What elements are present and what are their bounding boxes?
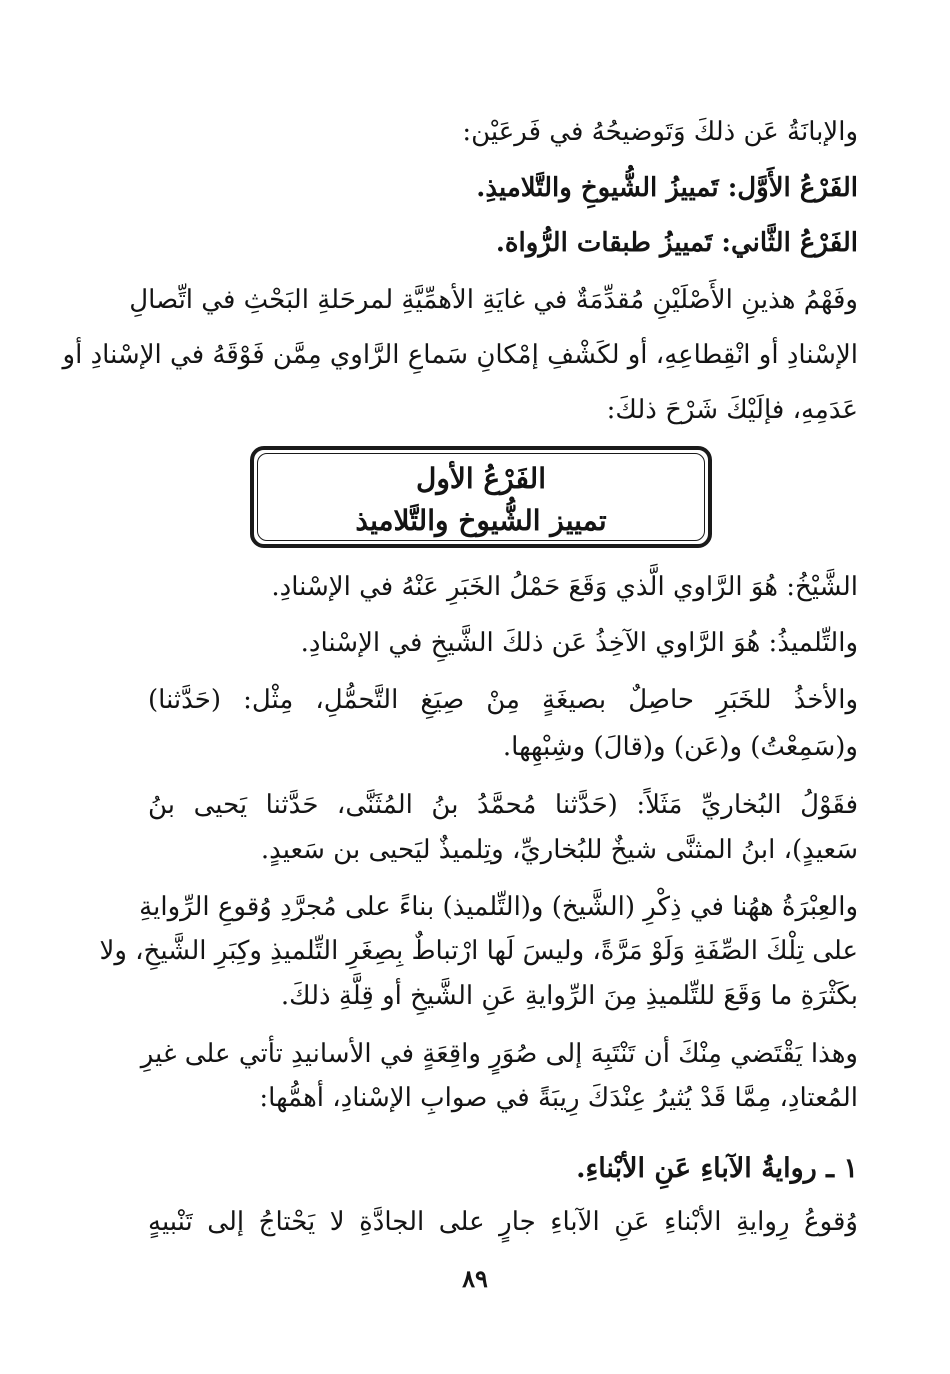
paragraph-line: فقَوْلُ البُخاريِّ مَثَلاً: (حَدَّثنا مُحمَّدُ بنُ المُثَنَّى، حَدَّثنا يَحيى بنُ bbox=[148, 790, 858, 820]
intro-line: والإبانَةُ عَن ذلكَ وَتَوضيحُهُ في فَرعَيْن: bbox=[462, 117, 858, 147]
branch-first: الفَرْعُ الأَوَّل: تَمييزُ الشُّيوخِ والتَّلاميذِ. bbox=[476, 173, 858, 203]
paragraph-line: على تِلْكَ الصِّفَةِ وَلَوْ مَرَّةً، وليسَ لَها ارْتباطٌ بِصِغَرِ التِّلميذِ وكِبَرِ الشَّيخِ، ولا bbox=[99, 936, 858, 966]
paragraph-line: والعِبْرَةُ ههُنا في ذِكْرِ (الشَّيخ) و(التِّلميذ) بناءً على مُجرَّدِ وُقوعِ الرِّوايةِ bbox=[139, 892, 858, 922]
page-number: ٨٩ bbox=[462, 1264, 488, 1293]
section-title: ١ ـ روايةُ الآباءِ عَنِ الأبْناءِ. bbox=[576, 1153, 858, 1184]
branch-second: الفَرْعُ الثَّاني: تَمييزُ طبقات الرُّواة. bbox=[495, 228, 858, 258]
paragraph-line: وفَهْمُ هذينِ الأَصْلَيْنِ مُقدِّمَةٌ في غايَةِ الأهمِّيَّةِ لمرحَلةِ البَحْثِ في اتِّصالِ bbox=[129, 285, 858, 315]
paragraph-line: سَعيدٍ)، ابنُ المثنَّى شيخٌ للبُخاريِّ، وتِلميذٌ ليَحيى بن سَعيدٍ. bbox=[260, 835, 858, 865]
definition-sheikh: الشَّيْخُ: هُوَ الرَّاوي الَّذي وَقَعَ حَمْلُ الخَبَرِ عَنْهُ في الإسْنادِ. bbox=[271, 572, 858, 602]
box-heading-line: تمييز الشُّيوخ والتَّلاميذ bbox=[355, 504, 607, 537]
paragraph-line: وهذا يَقْتَضي مِنْكَ أن تَنْتَبِهَ إلى صُوَرٍ واقِعَةٍ في الأسانيدِ تأتي على غيرِ bbox=[140, 1039, 858, 1069]
paragraph-line: و(سَمِعْتُ) و(عَن) و(قالَ) وشِبْهِها. bbox=[502, 732, 858, 762]
paragraph-line: المُعتادِ، مِمَّا قَدْ يُثيرُ عِنْدَكَ رِيبَةً في صوابِ الإسْنادِ، أهمُّها: bbox=[259, 1083, 858, 1113]
paragraph-line: الإسْنادِ أو انْقِطاعِهِ، أو لكَشْفِ إمْكانِ سَماعِ الرَّاوي مِمَّن فَوْقَهُ في الإسْنادِ أو bbox=[62, 340, 858, 370]
paragraph-line: وُقوعُ رِوايةِ الأبْناءِ عَنِ الآباءِ جارٍ على الجادَّةِ لا يَحْتاجُ إلى تَنْبيهٍ bbox=[148, 1207, 858, 1237]
box-heading-line: الفَرْعُ الأول bbox=[416, 462, 546, 495]
paragraph-line: بكَثْرَةِ ما وَقَعَ للتِّلميذِ مِنَ الرِّوايةِ عَنِ الشَّيخِ أو قِلَّةِ ذلكَ. bbox=[280, 981, 858, 1011]
definition-student: والتِّلميذُ: هُوَ الرَّاوي الآخِذُ عَن ذلكَ الشَّيخِ في الإسْنادِ. bbox=[300, 628, 858, 658]
section-heading-box bbox=[250, 446, 712, 548]
paragraph-line: عَدَمِهِ، فإلَيْكَ شَرْحَ ذلكَ: bbox=[606, 395, 858, 425]
paragraph-line: والأخذُ للخَبَرِ حاصِلٌ بصيغَةٍ مِنْ صِيَغِ التَّحمُّلِ، مِثْل: (حَدَّثنا) bbox=[148, 685, 858, 715]
